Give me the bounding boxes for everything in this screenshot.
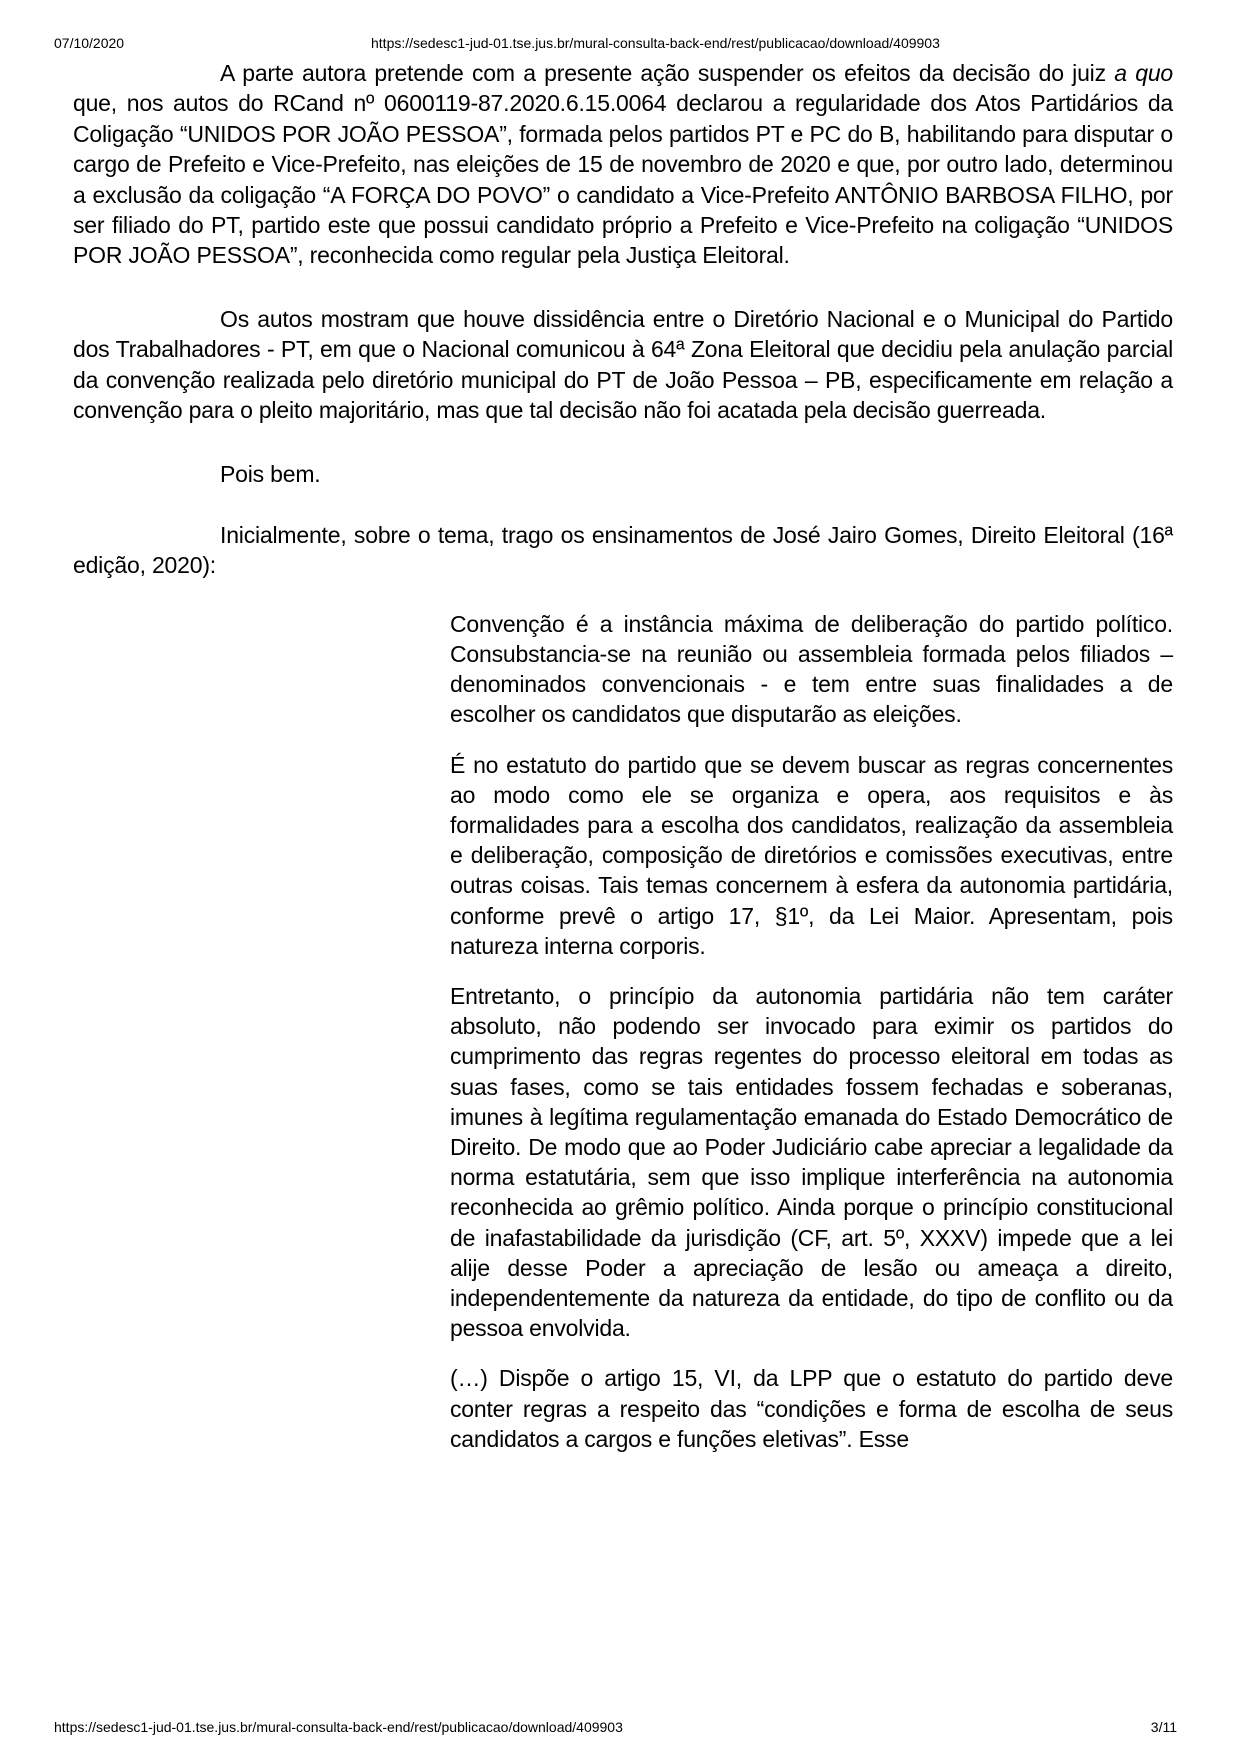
quote-paragraph-convencao: Convenção é a instância máxima de deliberação do partido político. Consubstancia-se na reunião ou assembleia formada pelos filiados – denominados convencionais - e tem entre suas finalidades a de escolher os candidatos que disputarão as eleições.: [450, 610, 1173, 728]
page-number: 3/11: [1150, 1719, 1177, 1735]
latin-term-a-quo: a quo: [1114, 60, 1173, 86]
quote-paragraph-lpp: (…) Dispõe o artigo 15, VI, da LPP que o estatuto do partido deve conter regras a respeito das “condições e forma de escolha de seus candidatos a cargos e funções eletivas”. Esse: [450, 1365, 1173, 1452]
print-date: 07/10/2020: [54, 35, 125, 51]
paragraph-pois-bem: Pois bem.: [220, 461, 321, 488]
print-header: [0, 33, 1240, 53]
paragraph-intro-text-b: que, nos autos do RCand nº 0600119-87.2020.6.15.0064 declarou a regularidade dos Atos Partidários da Coligação “UNIDOS POR JOÃO PESSOA”, formada pelos partidos PT e PC do B, habilitando para disputar o cargo de Prefeito e Vice-Prefeito, nas eleições de 15 de novembro de 2020 e que, por outro lado, determinou a exclusão da coligação “A FORÇA DO POVO” o candidato a Vice-Prefeito ANTÔNIO BARBOSA FILHO, por ser filiado do PT, partido este que possui candidato próprio a Prefeito e Vice-Prefeito na coligação “UNIDOS POR JOÃO PESSOA”, reconhecida como regular pela Justiça Eleitoral.: [73, 90, 1173, 269]
print-header-url[interactable]: https://sedesc1-jud-01.tse.jus.br/mural-consulta-back-end/rest/publicacao/download/409903: [371, 35, 940, 51]
paragraph-intro: [73, 58, 1173, 271]
paragraph-citation-intro: Inicialmente, sobre o tema, trago os ensinamentos de José Jairo Gomes, Direito Eleitoral (16ª edição, 2020):: [73, 521, 1173, 579]
block-quote: [450, 609, 1173, 1454]
print-footer-url[interactable]: https://sedesc1-jud-01.tse.jus.br/mural-consulta-back-end/rest/publicacao/download/409903: [54, 1719, 623, 1735]
print-footer: [0, 1717, 1240, 1737]
paragraph-dissidence: Os autos mostram que houve dissidência entre o Diretório Nacional e o Municipal do Partido dos Trabalhadores - PT, em que o Nacional comunicou à 64ª Zona Eleitoral que decidiu pela anulação parcial da convenção realizada pelo diretório municipal do PT de João Pessoa – PB, especificamente em relação a convenção para o pleito majoritário, mas que tal decisão não foi acatada pela decisão guerreada.: [73, 305, 1173, 424]
document-body: [73, 58, 1173, 1474]
quote-paragraph-estatuto: É no estatuto do partido que se devem buscar as regras concernentes ao modo como ele se organiza e opera, aos requisitos e às formalidades para a escolha dos candidatos, realização da assembleia e deliberação, composição de diretórios e comissões executivas, entre outras coisas. Tais temas concernem à esfera da autonomia partidária, conforme prevê o artigo 17, §1º, da Lei Maior. Apresentam, pois natureza interna corporis.: [450, 751, 1173, 959]
paragraph-intro-text-a: A parte autora pretende com a presente ação suspender os efeitos da decisão do juiz: [220, 60, 1115, 86]
quote-paragraph-autonomia: Entretanto, o princípio da autonomia partidária não tem caráter absoluto, não podendo ser invocado para eximir os partidos do cumprimento das regras regentes do processo eleitoral em todas as suas fases, como se tais entidades fossem fechadas e soberanas, imunes à legítima regulamentação emanada do Estado Democrático de Direito. De modo que ao Poder Judiciário cabe apreciar a legalidade da norma estatutária, sem que isso implique interferência na autonomia reconhecida ao grêmio político. Ainda porque o princípio constitucional de inafastabilidade da jurisdição (CF, art. 5º, XXXV) impede que a lei alije desse Poder a apreciação de lesão ou ameaça a direito, independentemente da natureza da entidade, do tipo de conflito ou da pessoa envolvida.: [450, 982, 1173, 1342]
